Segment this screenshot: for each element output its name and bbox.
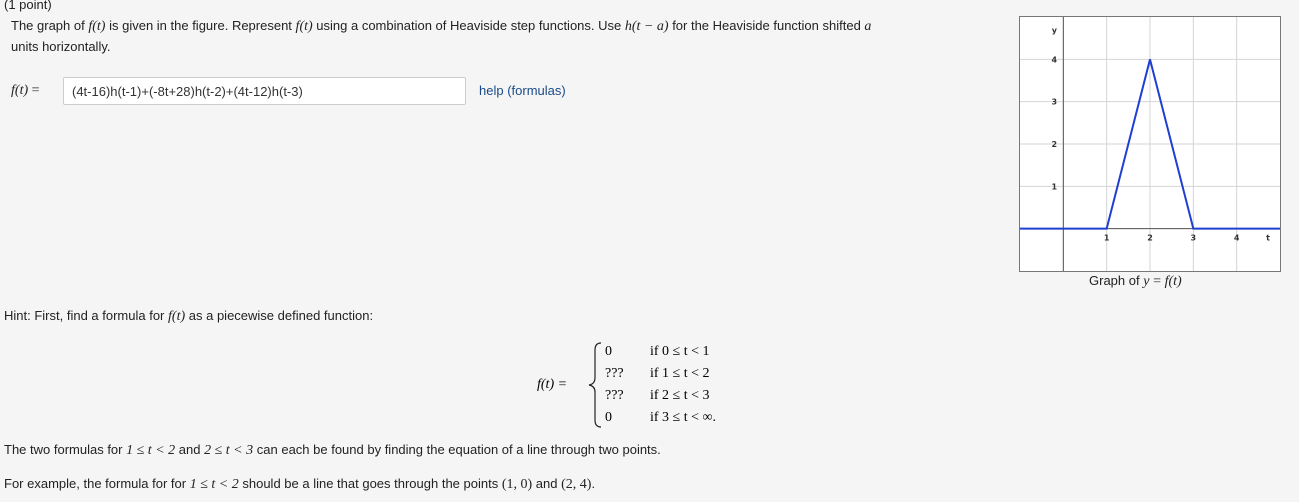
example-note: For example, the formula for for 1 ≤ t < 2 should be a line that goes through the points (1, 0) and (2, 4). <box>4 476 596 492</box>
graph-svg <box>1020 17 1280 271</box>
y-tick-label: 4 <box>1051 55 1058 65</box>
graph-caption: Graph of y = f(t) <box>1089 273 1182 289</box>
piecewise-function <box>535 340 795 430</box>
answer-label: f(t) = <box>11 83 40 98</box>
help-formulas-link[interactable]: help (formulas) <box>479 83 566 98</box>
math-f: f(t) <box>295 19 313 34</box>
statement-text: is given in the figure. Represent <box>109 18 292 33</box>
case-condition: if 2 ≤ t < 3 <box>650 388 710 403</box>
x-axis-label: t <box>1266 233 1270 243</box>
case-value: ??? <box>605 388 624 403</box>
x-tick-label: 1 <box>1103 233 1110 243</box>
x-tick-label: 3 <box>1190 233 1197 243</box>
y-tick-label: 2 <box>1051 140 1058 149</box>
statement-text: for the Heaviside function shifted <box>672 18 861 33</box>
x-tick-label: 2 <box>1147 233 1153 243</box>
case-value: ??? <box>605 366 624 381</box>
case-condition: if 3 ≤ t < ∞. <box>650 410 717 425</box>
hint-text: Hint: First, find a formula for f(t) as a piecewise defined function: <box>4 308 374 324</box>
math-f: f(t) <box>88 19 106 34</box>
case-value: 0 <box>605 410 612 425</box>
piecewise-lhs: f(t) = <box>537 377 568 392</box>
y-axis-label: y <box>1051 26 1057 35</box>
piecewise-cases <box>605 344 716 425</box>
statement-text: The graph of <box>11 18 85 33</box>
y-tick-label: 1 <box>1051 182 1058 192</box>
answer-input[interactable] <box>63 77 466 105</box>
math-h: h(t − a) <box>624 19 669 34</box>
two-formulas-note: The two formulas for 1 ≤ t < 2 and 2 ≤ t < 3 can each be found by finding the equation of a line through two points. <box>4 442 661 458</box>
case-value: 0 <box>605 344 612 359</box>
problem-statement <box>11 18 871 35</box>
piecewise-brace <box>589 343 601 427</box>
math-a: a <box>864 19 872 34</box>
statement-line2: units horizontally. <box>11 39 111 54</box>
case-condition: if 0 ≤ t < 1 <box>650 344 710 359</box>
y-tick-label: 3 <box>1051 97 1058 107</box>
points-label: (1 point) <box>4 0 52 12</box>
statement-text: using a combination of Heaviside step functions. Use <box>316 18 622 33</box>
case-condition: if 1 ≤ t < 2 <box>650 366 710 381</box>
graph-figure <box>1019 16 1281 272</box>
x-tick-label: 4 <box>1233 233 1240 243</box>
